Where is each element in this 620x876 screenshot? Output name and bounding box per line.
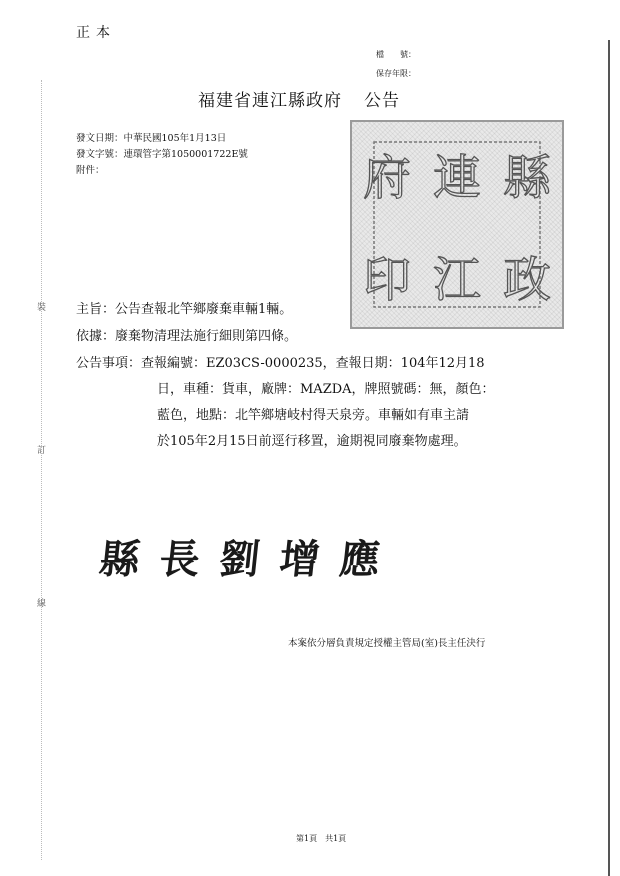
seal-char: 印: [362, 252, 411, 309]
magistrate-signature: 縣長劉增應: [97, 536, 403, 583]
binding-mark: 訂: [37, 446, 47, 456]
retention-period-label: 保存年限：: [376, 69, 416, 78]
notice-line: 藍色，地點：北竿鄉塘岐村得天泉旁。車輛如有車主請: [157, 408, 470, 423]
issue-date: 發文日期：中華民國105年1月13日: [76, 133, 227, 144]
seal-char: 連: [432, 149, 481, 206]
seal-char: 縣: [502, 149, 551, 206]
reference-number: 發文字號：連環管字第1050001722E號: [76, 149, 248, 160]
seal-char: 府: [362, 149, 411, 206]
seal-lettering: [352, 122, 562, 327]
binding-mark: 線: [37, 599, 47, 609]
document-type: 公告: [364, 91, 400, 111]
copy-mark: 正本: [76, 25, 116, 41]
seal-char: 政: [502, 252, 551, 309]
basis-line: 依據：廢棄物清理法施行細則第四條。: [76, 329, 298, 344]
issuing-office: 福建省連江縣政府: [198, 91, 342, 111]
scan-edge: [608, 40, 610, 876]
binding-guide-line: [41, 80, 42, 860]
attachment-label: 附件：: [76, 165, 105, 176]
delegation-note: 本案依分層負責規定授權主管局(室)長主任決行: [288, 638, 486, 649]
subject-line: 主旨：公告查報北竿鄉廢棄車輛1輛。: [76, 302, 293, 317]
binding-mark: 裝: [37, 303, 47, 313]
file-number-label: 檔 號：: [376, 50, 416, 59]
notice-line: 日，車種：貨車，廠牌：MAZDA，牌照號碼：無，顏色：: [157, 382, 495, 397]
notice-line: 於105年2月15日前逕行移置，逾期視同廢棄物處理。: [157, 434, 467, 449]
document-title: [198, 86, 400, 111]
page-number: 第1頁 共1頁: [296, 834, 347, 843]
seal-char: 江: [432, 252, 481, 309]
notice-line: 公告事項：查報編號：EZ03CS-0000235，查報日期：104年12月18: [76, 356, 485, 371]
